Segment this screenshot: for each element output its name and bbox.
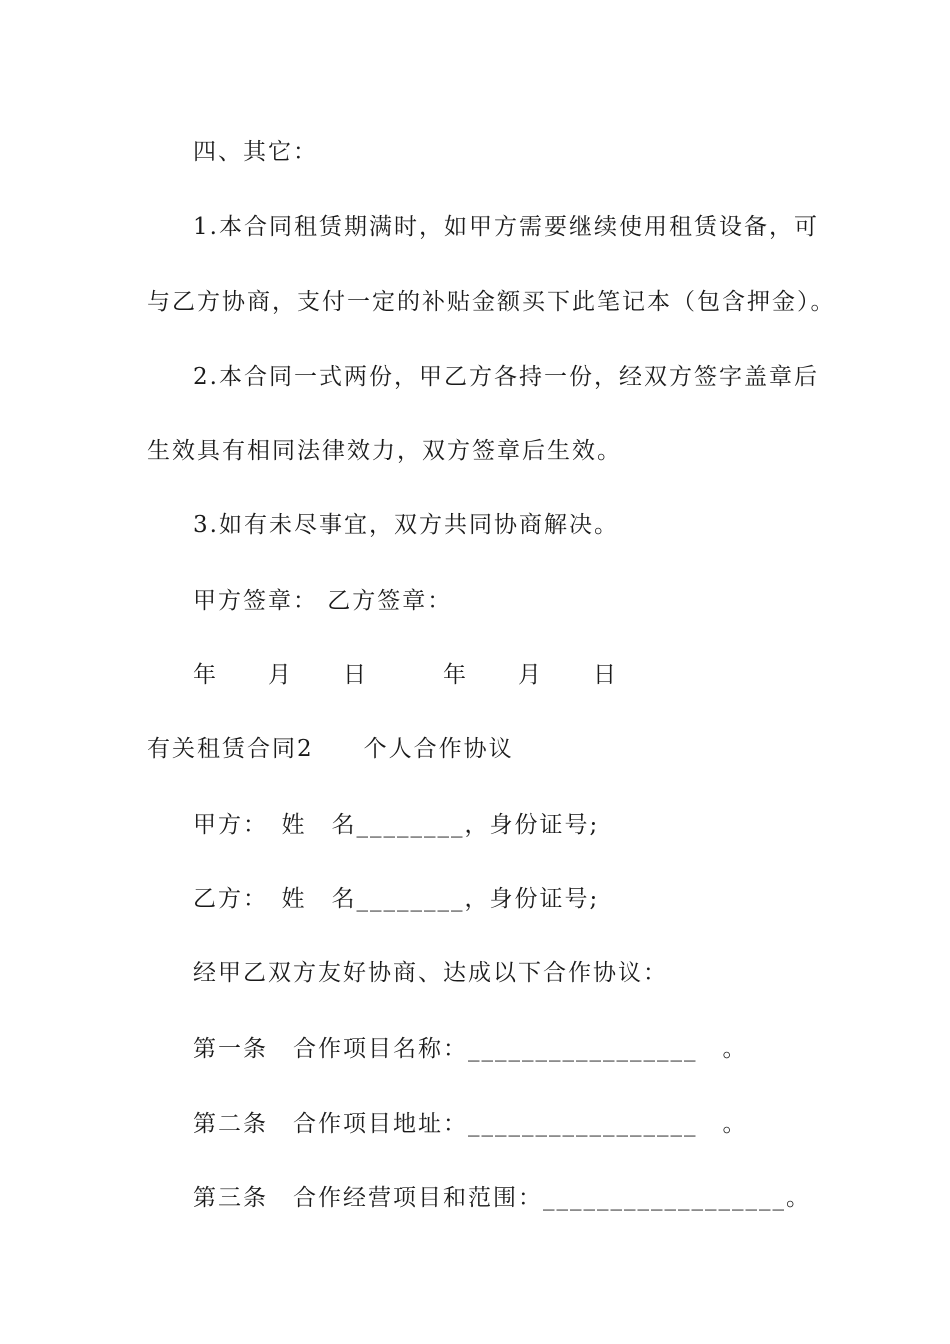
clause-1-line-1: 1.本合同租赁期满时，如甲方需要继续使用租赁设备，可 bbox=[193, 214, 819, 240]
clause-2-line-1: 2.本合同一式两份，甲乙方各持一份，经双方签字盖章后 bbox=[193, 364, 819, 390]
document-title: 有关租赁合同2 个人合作协议 bbox=[147, 736, 514, 762]
party-b-line: 乙方： 姓 名________，身份证号; bbox=[193, 886, 600, 912]
article-2: 第二条 合作项目地址：_________________ 。 bbox=[193, 1111, 748, 1137]
clause-3: 3.如有未尽事宜，双方共同协商解决。 bbox=[193, 512, 619, 538]
date-line: 年 月 日 年 月 日 bbox=[193, 662, 618, 688]
party-a-line: 甲方： 姓 名________，身份证号; bbox=[193, 812, 600, 838]
signature-line: 甲方签章： 乙方签章： bbox=[193, 588, 453, 614]
agreement-intro: 经甲乙双方友好协商、达成以下合作协议： bbox=[193, 960, 668, 986]
article-3: 第三条 合作经营项目和范围：__________________。 bbox=[193, 1185, 811, 1211]
article-1: 第一条 合作项目名称：_________________ 。 bbox=[193, 1036, 748, 1062]
clause-2-line-2: 生效具有相同法律效力，双方签章后生效。 bbox=[147, 438, 622, 464]
clause-1-line-2: 与乙方协商，支付一定的补贴金额买下此笔记本（包含押金）。 bbox=[147, 289, 836, 315]
section-heading-other: 四、其它： bbox=[193, 139, 318, 165]
